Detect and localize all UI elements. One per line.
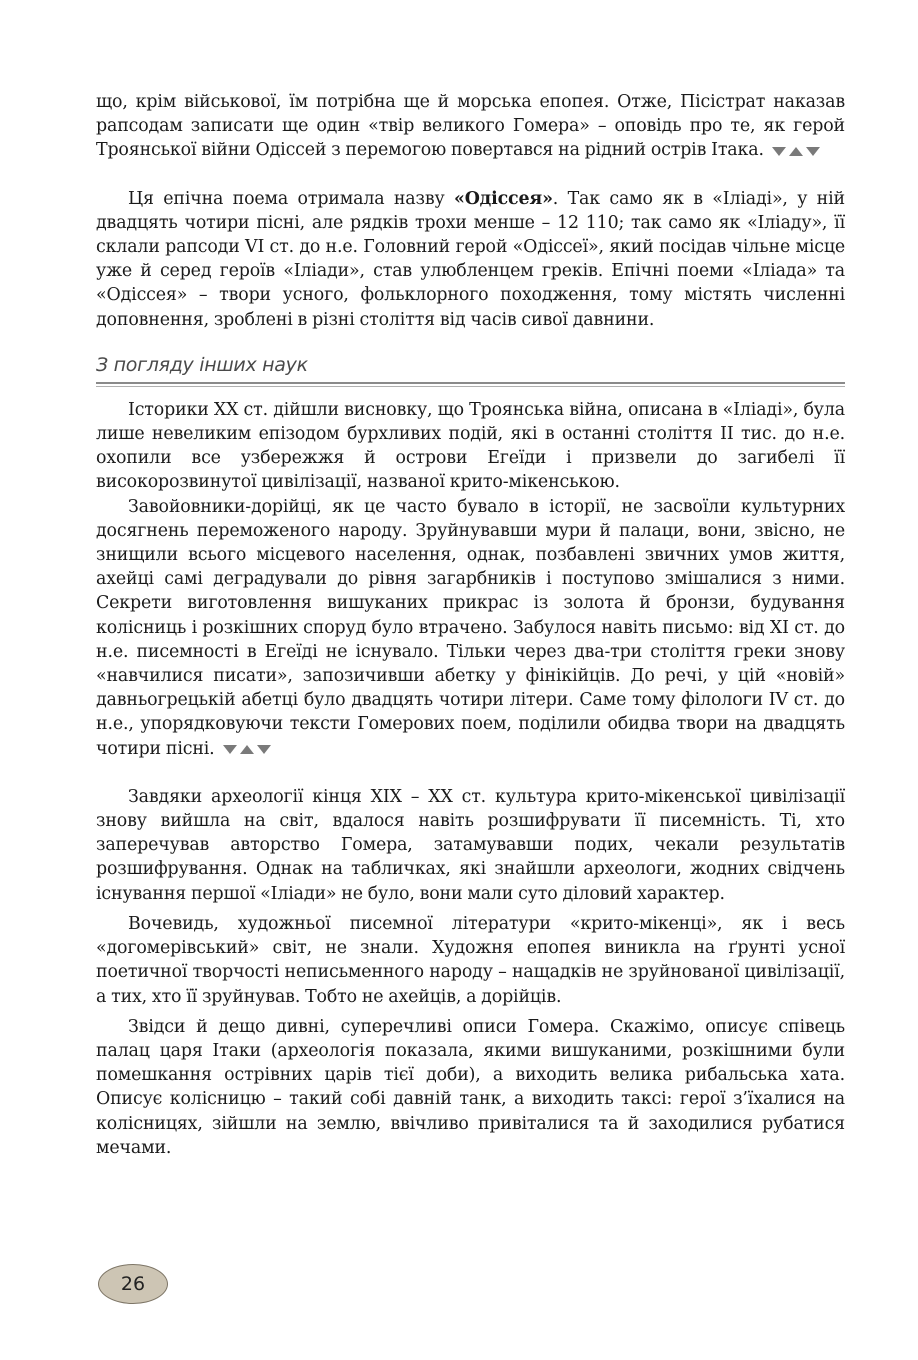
paragraph-3: Історики XX ст. дійшли висновку, що Троянська війна, описана в «Іліаді», була лише невеликим епізодом бурхливих подій, які в останні століття II тис. до н.е. охопили все узбережжя й острови Егеїди і призвели до загибелі її високорозвинутої цивілізації, названої крито-мікенською. xyxy=(96,399,845,493)
paragraph-1 xyxy=(96,90,845,163)
end-marker-icon xyxy=(772,145,820,157)
paragraph-7: Звідси й дещо дивні, суперечливі описи Гомера. Скажімо, описує співець палац царя Ітаки (археологія показала, якими вишуканими, розкішними були помешкання острівних царів тієї доби), а виходить велика рибальська хата. Описує колісницю – такий собі давній танк, а виходить таксі: герої з’їхалися на колісницях, зійшли на землю, ввічливо привіталися та й заходилися рубатися мечами. xyxy=(96,1016,845,1158)
section-header xyxy=(96,350,845,386)
paragraph-5: Завдяки археології кінця XIX – XX ст. культура крито-мікенської цивілізації знову вийшла на світ, вдалося навіть розшифрувати її писемність. Ті, хто заперечував авторство Гомера, затамувавши подих, чекали результатів розшифрування. Однак на табличках, які знайшли археологи, жодних свідчень існування першої «Іліади» не було, вони мали суто діловий характер. xyxy=(96,786,845,904)
paragraph-2 xyxy=(96,187,845,332)
paragraph-6: Вочевидь, художньої писемної літератури «крито-мікенці», як і весь «догомерівський» світ, не знали. Художня епопея виникла на ґрунті усної поетичної творчості неписьменного народу – нащадків не зруйнованої цивілізації, а тих, хто її зруйнував. Тобто не ахейців, а дорійців. xyxy=(96,913,845,1007)
paragraph-2-text-b: . Так само як в «Іліаді», у ній двадцять чотири пісні, але рядків трохи менше – 12 110; так само як «Іліаду», її склали рапсоди VI ст. до н.е. Головний герой «Одіссеї», який посідав чільне місце уже й серед героїв «Іліади», став улюбленцем греків. Епічні поеми «Іліада» та «Одіссея» – твори усного, фольклорного походження, тому містять численні доповнення, зроблені в різні століття від часів сивої давнини. xyxy=(96,188,845,330)
end-marker-icon xyxy=(223,743,271,755)
paragraph-1-text: що, крім військової, їм потрібна ще й морська епопея. Отже, Пісістрат наказав рапсодам записати ще один «твір великого Гомера» – оповідь про те, як герой Троянської війни Одіссей з перемогою повертався на рідний острів Ітака. xyxy=(96,92,845,161)
paragraph-4-text: Завойовники-дорійці, як це часто бувало в історії, не засвоїли культурних досягнень переможеного народу. Зруйнувавши мури й палаци, вони, звісно, не знищили всього місцевого населення, однак, позбавлені звичних умов життя, ахейці самі деградували до рівня загарбників і поступово змішалися з ними. Секрети виготовлення вишуканих прикрас із золота й бронзи, будування колісниць і розкішних споруд було втрачено. Забулося навіть письмо: від XI ст. до н.е. писемності в Егеїді не існувало. Тільки через два-три століття греки знову «навчилися писати», запозичивши абетку у фінікійців. До речі, у цій «новій» давньогрецькій абетці було двадцять чотири літери. Саме тому філологи IV ст. до н.е., упорядковуючи тексти Гомерових поем, поділили обидва твори на двадцять чотири пісні. xyxy=(96,496,845,759)
paragraph-2-text-a: Ця епічна поема отримала назву xyxy=(128,188,454,209)
section-rule xyxy=(96,382,845,384)
odyssey-title: «Одіссея» xyxy=(453,188,553,209)
paragraph-4 xyxy=(96,495,845,761)
page-number: 26 xyxy=(120,1273,146,1295)
section-title: З погляду інших наук xyxy=(96,353,308,376)
page-number-badge xyxy=(98,1264,168,1304)
page-body xyxy=(96,90,845,1160)
section-rule-thin xyxy=(96,386,845,387)
